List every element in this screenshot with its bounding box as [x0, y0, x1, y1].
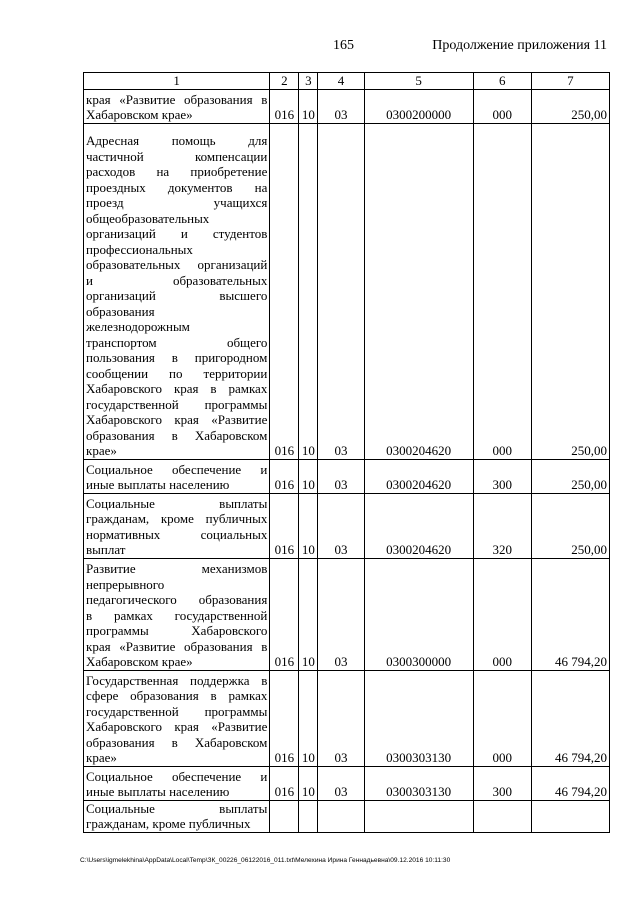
amount-cell — [531, 800, 609, 832]
item-name-line: педагогического образования — [86, 592, 268, 607]
section-cell — [299, 800, 318, 832]
table-row — [84, 123, 610, 459]
item-name-cell — [84, 123, 270, 459]
item-name-cell — [84, 459, 270, 493]
expense-type-cell: 300 — [473, 766, 531, 800]
item-name-line: и образовательных — [86, 272, 268, 288]
item-name-line: непрерывного — [86, 576, 165, 592]
item-name-cell — [84, 800, 270, 832]
target-article-cell: 0300200000 — [364, 89, 473, 123]
item-name-line: в рамках государственной — [86, 607, 268, 623]
item-name-cell — [84, 89, 270, 123]
expense-type-cell: 000 — [473, 670, 531, 766]
subsection-cell: 03 — [318, 558, 364, 670]
expense-type-cell: 000 — [473, 558, 531, 670]
item-name-line: крае» — [86, 443, 117, 458]
target-article-cell: 0300303130 — [364, 670, 473, 766]
subsection-cell: 03 — [318, 493, 364, 558]
amount-cell: 46 794,20 — [531, 766, 609, 800]
table-body — [84, 89, 610, 832]
item-name-line: государственной программы — [86, 703, 268, 719]
admin-code-cell: 016 — [270, 459, 299, 493]
item-name-line: крае» — [86, 750, 117, 765]
item-name-line: гражданам, кроме публичных — [86, 816, 251, 831]
file-path-footer: C:\Users\igmelekhina\AppData\Local\Temp\ЗК_00226_06122016_011.txt\Мелехина Ирина Геннадьевна\09.12.2016 10:11:30 — [80, 857, 451, 864]
item-name-line: организаций высшего — [86, 288, 268, 303]
item-name-line: расходов на приобретение — [86, 164, 268, 179]
admin-code-cell: 016 — [270, 493, 299, 558]
item-name-line: нормативных социальных — [86, 526, 268, 542]
column-header: 7 — [531, 73, 609, 90]
admin-code-cell: 016 — [270, 89, 299, 123]
item-name-line: государственной программы — [86, 396, 268, 412]
section-cell: 10 — [299, 493, 318, 558]
item-name-line: Развитие механизмов — [86, 561, 268, 576]
item-name-line: образования в Хабаровском — [86, 734, 268, 750]
target-article-cell: 0300204620 — [364, 493, 473, 558]
section-cell: 10 — [299, 459, 318, 493]
item-name-line: края «Развитие образования в — [86, 638, 268, 654]
target-article-cell: 0300204620 — [364, 123, 473, 459]
section-cell: 10 — [299, 670, 318, 766]
item-name-line: Хабаровского края «Развитие — [86, 719, 268, 734]
column-header: 1 — [84, 73, 270, 90]
item-name-line: железнодорожным — [86, 319, 190, 334]
item-name-line: иные выплаты населению — [86, 477, 230, 492]
item-name-line: образования — [86, 303, 155, 319]
expense-type-cell — [473, 800, 531, 832]
expense-type-cell: 000 — [473, 123, 531, 459]
item-name-line: Социальное обеспечение и — [86, 768, 268, 784]
admin-code-cell: 016 — [270, 766, 299, 800]
subsection-cell: 03 — [318, 459, 364, 493]
item-name-line: проездных документов на — [86, 179, 268, 195]
appendix-continuation-caption: Продолжение приложения 11 — [432, 38, 607, 53]
target-article-cell: 0300300000 — [364, 558, 473, 670]
target-article-cell — [364, 800, 473, 832]
item-name-line: Адресная помощь для — [86, 133, 268, 148]
amount-cell: 250,00 — [531, 459, 609, 493]
item-name-line: профессиональных — [86, 241, 193, 257]
admin-code-cell: 016 — [270, 558, 299, 670]
item-name-cell — [84, 493, 270, 558]
item-name-line: Социальное обеспечение и — [86, 461, 268, 477]
table-row — [84, 459, 610, 493]
column-header: 4 — [318, 73, 364, 90]
item-name-cell — [84, 558, 270, 670]
item-name-cell — [84, 766, 270, 800]
subsection-cell — [318, 800, 364, 832]
section-cell: 10 — [299, 89, 318, 123]
section-cell: 10 — [299, 558, 318, 670]
item-name-line: транспортом общего — [86, 334, 268, 350]
item-name-line: Социальные выплаты — [86, 800, 268, 816]
budget-table — [83, 72, 610, 833]
admin-code-cell: 016 — [270, 670, 299, 766]
item-name-line: Государственная поддержка в — [86, 672, 268, 688]
table-row — [84, 89, 610, 123]
table-row — [84, 558, 610, 670]
expense-type-cell: 000 — [473, 89, 531, 123]
table-row — [84, 800, 610, 832]
subsection-cell: 03 — [318, 123, 364, 459]
admin-code-cell: 016 — [270, 123, 299, 459]
admin-code-cell — [270, 800, 299, 832]
target-article-cell: 0300204620 — [364, 459, 473, 493]
table-row — [84, 766, 610, 800]
item-name-line: иные выплаты населению — [86, 784, 230, 799]
column-header: 2 — [270, 73, 299, 90]
table-row — [84, 493, 610, 558]
item-name-line: Хабаровского края в рамках — [86, 381, 268, 396]
item-name-line: частичной компенсации — [86, 148, 268, 164]
item-name-line: общеобразовательных — [86, 210, 210, 226]
item-name-line: программы Хабаровского — [86, 623, 268, 638]
amount-cell: 250,00 — [531, 89, 609, 123]
column-number-row — [84, 73, 610, 90]
item-name-line: Социальные выплаты — [86, 495, 268, 511]
item-name-line: организаций и студентов — [86, 226, 268, 241]
amount-cell: 250,00 — [531, 493, 609, 558]
amount-cell: 46 794,20 — [531, 558, 609, 670]
item-name-line: Хабаровского края «Развитие — [86, 412, 268, 427]
amount-cell: 46 794,20 — [531, 670, 609, 766]
subsection-cell: 03 — [318, 89, 364, 123]
table-row — [84, 670, 610, 766]
column-header: 6 — [473, 73, 531, 90]
item-name-line: сфере образования в рамках — [86, 688, 268, 703]
item-name-line: образования в Хабаровском — [86, 427, 268, 443]
target-article-cell: 0300303130 — [364, 766, 473, 800]
column-header: 3 — [299, 73, 318, 90]
item-name-line: сообщении по территории — [86, 365, 268, 381]
column-header: 5 — [364, 73, 473, 90]
item-name-line: Хабаровском крае» — [86, 654, 193, 669]
item-name-line: Хабаровском крае» — [86, 107, 193, 122]
item-name-line: гражданам, кроме публичных — [86, 511, 268, 526]
item-name-line: проезд учащихся — [86, 195, 268, 210]
item-name-line: пользования в пригородном — [86, 350, 268, 365]
subsection-cell: 03 — [318, 766, 364, 800]
expense-type-cell: 300 — [473, 459, 531, 493]
item-name-line: края «Развитие образования в — [86, 91, 268, 107]
section-cell: 10 — [299, 766, 318, 800]
expense-type-cell: 320 — [473, 493, 531, 558]
section-cell: 10 — [299, 123, 318, 459]
item-name-cell — [84, 670, 270, 766]
item-name-line: образовательных организаций — [86, 257, 268, 272]
amount-cell: 250,00 — [531, 123, 609, 459]
item-name-line: выплат — [86, 542, 126, 557]
page-number: 165 — [333, 38, 354, 53]
subsection-cell: 03 — [318, 670, 364, 766]
